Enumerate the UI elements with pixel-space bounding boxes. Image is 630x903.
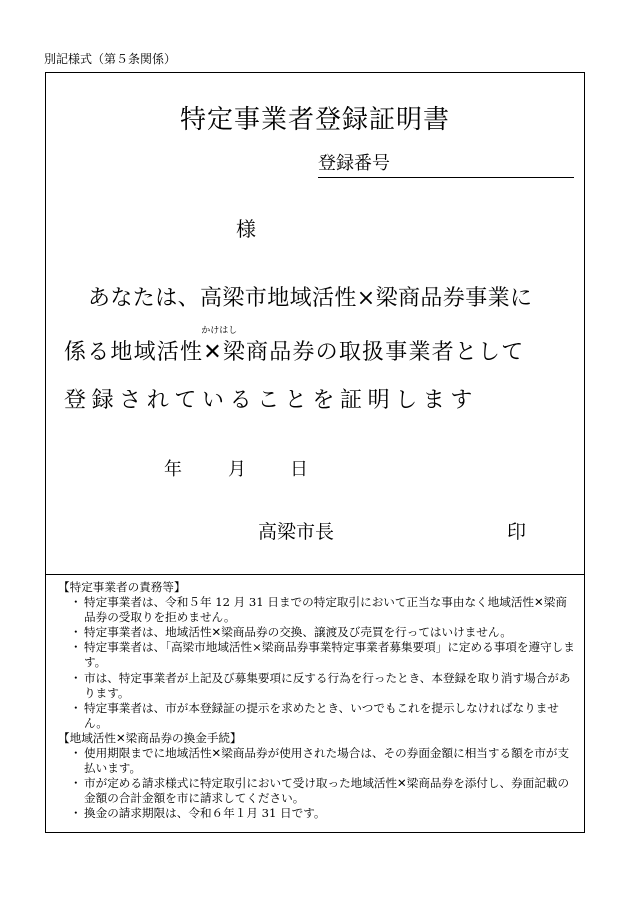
body-line-2-post: 梁商品券の取扱事業者として [222,340,525,365]
list-item [58,625,576,640]
list-item-text: 特定事業者は、地域活性✕梁商品券の交換、譲渡及び売買を行ってはいけません。 [84,625,512,640]
list-item-text: 換金の請求期限は、令和６年１月 31 日です。 [84,806,326,821]
bullet-mark: ・ [70,806,82,821]
list-item-text: 市が定める請求様式に特定取引において受け取った地域活性✕梁商品券を添付し、券面記載の金額の合計金額を市に請求してください。 [84,776,570,806]
addressee-suffix: 様 [236,217,256,241]
bullet-mark: ・ [70,776,82,791]
certificate-title: 特定事業者登録証明書 [179,105,450,135]
seal-mark: 印 [507,521,527,543]
date-year-label: 年 [164,459,182,480]
list-item [58,701,576,731]
bullet-mark: ・ [70,746,82,761]
certificate-body-line-2 [64,326,525,366]
bullet-mark: ・ [70,670,82,685]
list-item-text: 特定事業者は、市が本登録証の提示を求めたとき、いつでもこれを提示しなければなりません。 [84,700,559,730]
bullet-mark: ・ [70,625,82,640]
list-item-text: 特定事業者は、「高梁市地域活性×梁商品券事業特定事業者募集要項」に定める事項を遵守します。 [84,640,575,670]
certificate-frame [45,72,585,575]
registration-number-field [318,149,574,178]
registration-number-label: 登録番号 [318,153,390,174]
section-heading-duties: 【特定事業者の責務等】 [58,580,186,594]
list-item [58,776,576,806]
notes-box [45,575,585,833]
list-item [58,746,576,776]
list-item [58,595,576,625]
bullet-mark: ・ [70,595,82,610]
certificate-body-line-3: 登録されていることを証明します [64,388,479,413]
list-item [58,640,576,670]
form-reference: 別記様式（第５条関係） [44,52,177,66]
list-item [58,806,576,821]
date-day-label: 日 [290,459,308,480]
certificate-body-line-1: あなたは、高梁市地域活性×梁商品券事業に [88,286,533,311]
bullet-mark: ・ [70,640,82,655]
cross-with-ruby [201,326,238,365]
date-month-label: 月 [228,459,246,480]
issuer-title: 高梁市長 [258,521,335,543]
ruby-reading: かけはし [201,326,238,336]
cross-mark: ✕ [203,340,223,365]
list-item [58,671,576,701]
bullet-mark: ・ [70,700,82,715]
list-item-text: 市は、特定事業者が上記及び募集要項に反する行為を行ったとき、本登録を取り消す場合があります。 [84,670,571,700]
redemption-list [58,746,576,821]
list-item-text: 使用期限までに地域活性✕梁商品券が使用された場合は、その券面金額に相当する額を市が支払います。 [84,746,570,776]
body-line-2-pre: 係る地域活性 [64,340,204,365]
duties-list [58,595,576,731]
list-item-text: 特定事業者は、令和５年 12 月 31 日までの特定取引において正当な事由なく地域活性✕梁商品券の受取りを拒めません。 [84,595,567,625]
section-heading-redemption: 【地域活性✕梁商品券の換金手続】 [58,730,242,745]
